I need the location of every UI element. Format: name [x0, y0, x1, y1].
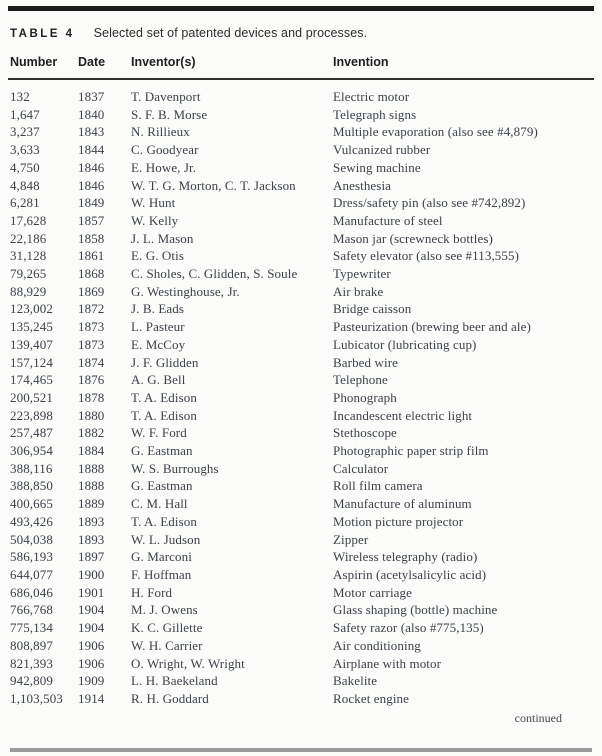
number-cell: 942,809 — [10, 673, 53, 689]
number-cell: 686,046 — [10, 584, 53, 600]
date-cell: 1909 — [78, 673, 105, 689]
table-row — [8, 336, 594, 354]
column-header-invention: Invention — [333, 53, 594, 79]
date-cell: 1876 — [78, 372, 105, 388]
invention-cell: Air conditioning — [333, 637, 421, 653]
number-cell: 306,954 — [10, 443, 53, 459]
inventors-cell: L. H. Baekeland — [131, 673, 218, 689]
table-row — [8, 265, 594, 283]
table-row — [8, 194, 594, 212]
inventors-cell: W. T. G. Morton, C. T. Jackson — [131, 177, 296, 193]
date-cell: 1858 — [78, 230, 105, 246]
table-row — [8, 672, 594, 690]
inventors-cell: G. Westinghouse, Jr. — [131, 283, 240, 299]
date-cell: 1897 — [78, 549, 105, 565]
inventors-cell: W. Hunt — [131, 195, 176, 211]
invention-cell: Phonograph — [333, 389, 397, 405]
table-row — [8, 619, 594, 637]
invention-cell: Roll film camera — [333, 478, 423, 494]
table-row — [8, 212, 594, 230]
table-row — [8, 79, 594, 106]
table-caption-line — [8, 26, 594, 40]
number-cell: 17,628 — [10, 212, 47, 228]
table-row — [8, 141, 594, 159]
invention-cell: Motion picture projector — [333, 513, 464, 529]
date-cell: 1888 — [78, 460, 105, 476]
table-row — [8, 566, 594, 584]
inventors-cell: L. Pasteur — [131, 319, 185, 335]
date-cell: 1869 — [78, 283, 105, 299]
invention-cell: Manufacture of aluminum — [333, 496, 472, 512]
table-row — [8, 513, 594, 531]
number-cell: 586,193 — [10, 549, 53, 565]
column-header-number: Number — [8, 53, 78, 79]
invention-cell: Incandescent electric light — [333, 407, 473, 423]
inventors-cell: T. A. Edison — [131, 389, 197, 405]
invention-cell: Typewriter — [333, 266, 391, 282]
invention-cell: Lubicator (lubricating cup) — [333, 336, 477, 352]
number-cell: 123,002 — [10, 301, 53, 317]
table-row — [8, 106, 594, 124]
number-cell: 31,128 — [10, 248, 47, 264]
number-cell: 4,848 — [10, 177, 40, 193]
date-cell: 1882 — [78, 425, 105, 441]
inventors-cell: J. F. Glidden — [131, 354, 199, 370]
bottom-rule — [10, 748, 592, 752]
table-row — [8, 531, 594, 549]
inventors-cell: A. G. Bell — [131, 372, 186, 388]
invention-cell: Wireless telegraphy (radio) — [333, 549, 478, 565]
number-cell: 79,265 — [10, 266, 47, 282]
invention-cell: Electric motor — [333, 89, 410, 104]
number-cell: 821,393 — [10, 655, 53, 671]
table-row — [8, 460, 594, 478]
table-row — [8, 230, 594, 248]
table-row — [8, 300, 594, 318]
invention-cell: Mason jar (screwneck bottles) — [333, 230, 493, 246]
table-row — [8, 601, 594, 619]
table-row — [8, 548, 594, 566]
inventors-cell: F. Hoffman — [131, 566, 192, 582]
inventors-cell: W. F. Ford — [131, 425, 187, 441]
inventors-cell: J. B. Eads — [131, 301, 184, 317]
date-cell: 1893 — [78, 531, 105, 547]
invention-cell: Pasteurization (brewing beer and ale) — [333, 319, 531, 335]
number-cell: 200,521 — [10, 389, 53, 405]
invention-cell: Stethoscope — [333, 425, 397, 441]
date-cell: 1901 — [78, 584, 105, 600]
table-header-row — [8, 53, 594, 79]
invention-cell: Aspirin (acetylsalicylic acid) — [333, 566, 487, 582]
inventors-cell: T. A. Edison — [131, 513, 197, 529]
date-cell: 1873 — [78, 336, 105, 352]
table-row — [8, 495, 594, 513]
date-cell: 1904 — [78, 620, 105, 636]
patents-table — [8, 53, 594, 708]
number-cell: 174,465 — [10, 372, 53, 388]
table-row — [8, 371, 594, 389]
date-cell: 1893 — [78, 513, 105, 529]
date-cell: 1888 — [78, 478, 105, 494]
number-cell: 132 — [10, 89, 30, 104]
inventors-cell: C. M. Hall — [131, 496, 188, 512]
number-cell: 257,487 — [10, 425, 53, 441]
date-cell: 1843 — [78, 124, 105, 140]
table-row — [8, 318, 594, 336]
number-cell: 3,633 — [10, 142, 40, 158]
inventors-cell: N. Rillieux — [131, 124, 190, 140]
number-cell: 6,281 — [10, 195, 40, 211]
date-cell: 1906 — [78, 655, 105, 671]
table-row — [8, 389, 594, 407]
table-row — [8, 407, 594, 425]
invention-cell: Barbed wire — [333, 354, 398, 370]
table-body — [8, 79, 594, 708]
date-cell: 1884 — [78, 443, 105, 459]
table-row — [8, 159, 594, 177]
inventors-cell: G. Eastman — [131, 443, 193, 459]
number-cell: 223,898 — [10, 407, 53, 423]
inventors-cell: G. Marconi — [131, 549, 192, 565]
table-row — [8, 442, 594, 460]
invention-cell: Telegraph signs — [333, 106, 417, 122]
table-caption-text: Selected set of patented devices and processes. — [93, 26, 368, 40]
date-cell: 1900 — [78, 566, 105, 582]
invention-cell: Anesthesia — [333, 177, 392, 193]
invention-cell: Bridge caisson — [333, 301, 412, 317]
inventors-cell: H. Ford — [131, 584, 173, 600]
date-cell: 1844 — [78, 142, 105, 158]
invention-cell: Airplane with motor — [333, 655, 442, 671]
table-row — [8, 655, 594, 673]
number-cell: 157,124 — [10, 354, 53, 370]
date-cell: 1889 — [78, 496, 105, 512]
column-header-date: Date — [78, 53, 131, 79]
invention-cell: Safety elevator (also see #113,555) — [333, 248, 520, 264]
date-cell: 1914 — [78, 690, 105, 706]
inventors-cell: T. Davenport — [131, 89, 201, 104]
inventors-cell: E. McCoy — [131, 336, 186, 352]
table-row — [8, 283, 594, 301]
date-cell: 1849 — [78, 195, 105, 211]
table-row — [8, 177, 594, 195]
date-cell: 1846 — [78, 177, 105, 193]
number-cell: 139,407 — [10, 336, 53, 352]
inventors-cell: W. H. Carrier — [131, 637, 203, 653]
inventors-cell: G. Eastman — [131, 478, 193, 494]
date-cell: 1906 — [78, 637, 105, 653]
table-row — [8, 477, 594, 495]
number-cell: 775,134 — [10, 620, 53, 636]
invention-cell: Glass shaping (bottle) machine — [333, 602, 498, 618]
date-cell: 1868 — [78, 266, 105, 282]
number-cell: 808,897 — [10, 637, 53, 653]
invention-cell: Motor carriage — [333, 584, 412, 600]
invention-cell: Safety razor (also #775,135) — [333, 620, 484, 636]
date-cell: 1878 — [78, 389, 105, 405]
invention-cell: Bakelite — [333, 673, 378, 689]
table-row — [8, 354, 594, 372]
number-cell: 1,103,503 — [10, 690, 63, 706]
inventors-cell: W. S. Burroughs — [131, 460, 219, 476]
number-cell: 644,077 — [10, 566, 53, 582]
date-cell: 1873 — [78, 319, 105, 335]
inventors-cell: C. Sholes, C. Glidden, S. Soule — [131, 266, 298, 282]
top-rule — [8, 6, 594, 11]
table-label: TABLE 4 — [10, 28, 75, 40]
inventors-cell: O. Wright, W. Wright — [131, 655, 245, 671]
inventors-cell: J. L. Mason — [131, 230, 194, 246]
number-cell: 3,237 — [10, 124, 40, 140]
number-cell: 88,929 — [10, 283, 47, 299]
inventors-cell: S. F. B. Morse — [131, 106, 208, 122]
inventors-cell: E. G. Otis — [131, 248, 184, 264]
inventors-cell: W. Kelly — [131, 212, 179, 228]
inventors-cell: E. Howe, Jr. — [131, 159, 197, 175]
number-cell: 22,186 — [10, 230, 47, 246]
date-cell: 1904 — [78, 602, 105, 618]
number-cell: 504,038 — [10, 531, 53, 547]
table-row — [8, 637, 594, 655]
continued-note: continued — [514, 710, 562, 725]
table-row — [8, 247, 594, 265]
invention-cell: Multiple evaporation (also see #4,879) — [333, 124, 538, 140]
invention-cell: Calculator — [333, 460, 389, 476]
date-cell: 1857 — [78, 212, 105, 228]
invention-cell: Zipper — [333, 531, 369, 547]
number-cell: 766,768 — [10, 602, 53, 618]
table-row — [8, 123, 594, 141]
table-row — [8, 424, 594, 442]
invention-cell: Vulcanized rubber — [333, 142, 431, 158]
invention-cell: Photographic paper strip film — [333, 443, 489, 459]
number-cell: 135,245 — [10, 319, 53, 335]
date-cell: 1837 — [78, 89, 105, 104]
number-cell: 400,665 — [10, 496, 53, 512]
inventors-cell: C. Goodyear — [131, 142, 199, 158]
date-cell: 1861 — [78, 248, 105, 264]
table-row — [8, 690, 594, 708]
table-row — [8, 584, 594, 602]
number-cell: 493,426 — [10, 513, 53, 529]
date-cell: 1840 — [78, 106, 105, 122]
inventors-cell: K. C. Gillette — [131, 620, 203, 636]
invention-cell: Dress/safety pin (also see #742,892) — [333, 195, 526, 211]
invention-cell: Rocket engine — [333, 690, 410, 706]
invention-cell: Sewing machine — [333, 159, 421, 175]
invention-cell: Air brake — [333, 283, 384, 299]
number-cell: 1,647 — [10, 106, 40, 122]
number-cell: 4,750 — [10, 159, 40, 175]
inventors-cell: T. A. Edison — [131, 407, 197, 423]
number-cell: 388,850 — [10, 478, 53, 494]
invention-cell: Manufacture of steel — [333, 212, 443, 228]
column-header-inventors: Inventor(s) — [131, 53, 333, 79]
date-cell: 1872 — [78, 301, 105, 317]
inventors-cell: M. J. Owens — [131, 602, 198, 618]
invention-cell: Telephone — [333, 372, 388, 388]
date-cell: 1880 — [78, 407, 105, 423]
number-cell: 388,116 — [10, 460, 53, 476]
date-cell: 1846 — [78, 159, 105, 175]
inventors-cell: W. L. Judson — [131, 531, 201, 547]
inventors-cell: R. H. Goddard — [131, 690, 209, 706]
date-cell: 1874 — [78, 354, 105, 370]
